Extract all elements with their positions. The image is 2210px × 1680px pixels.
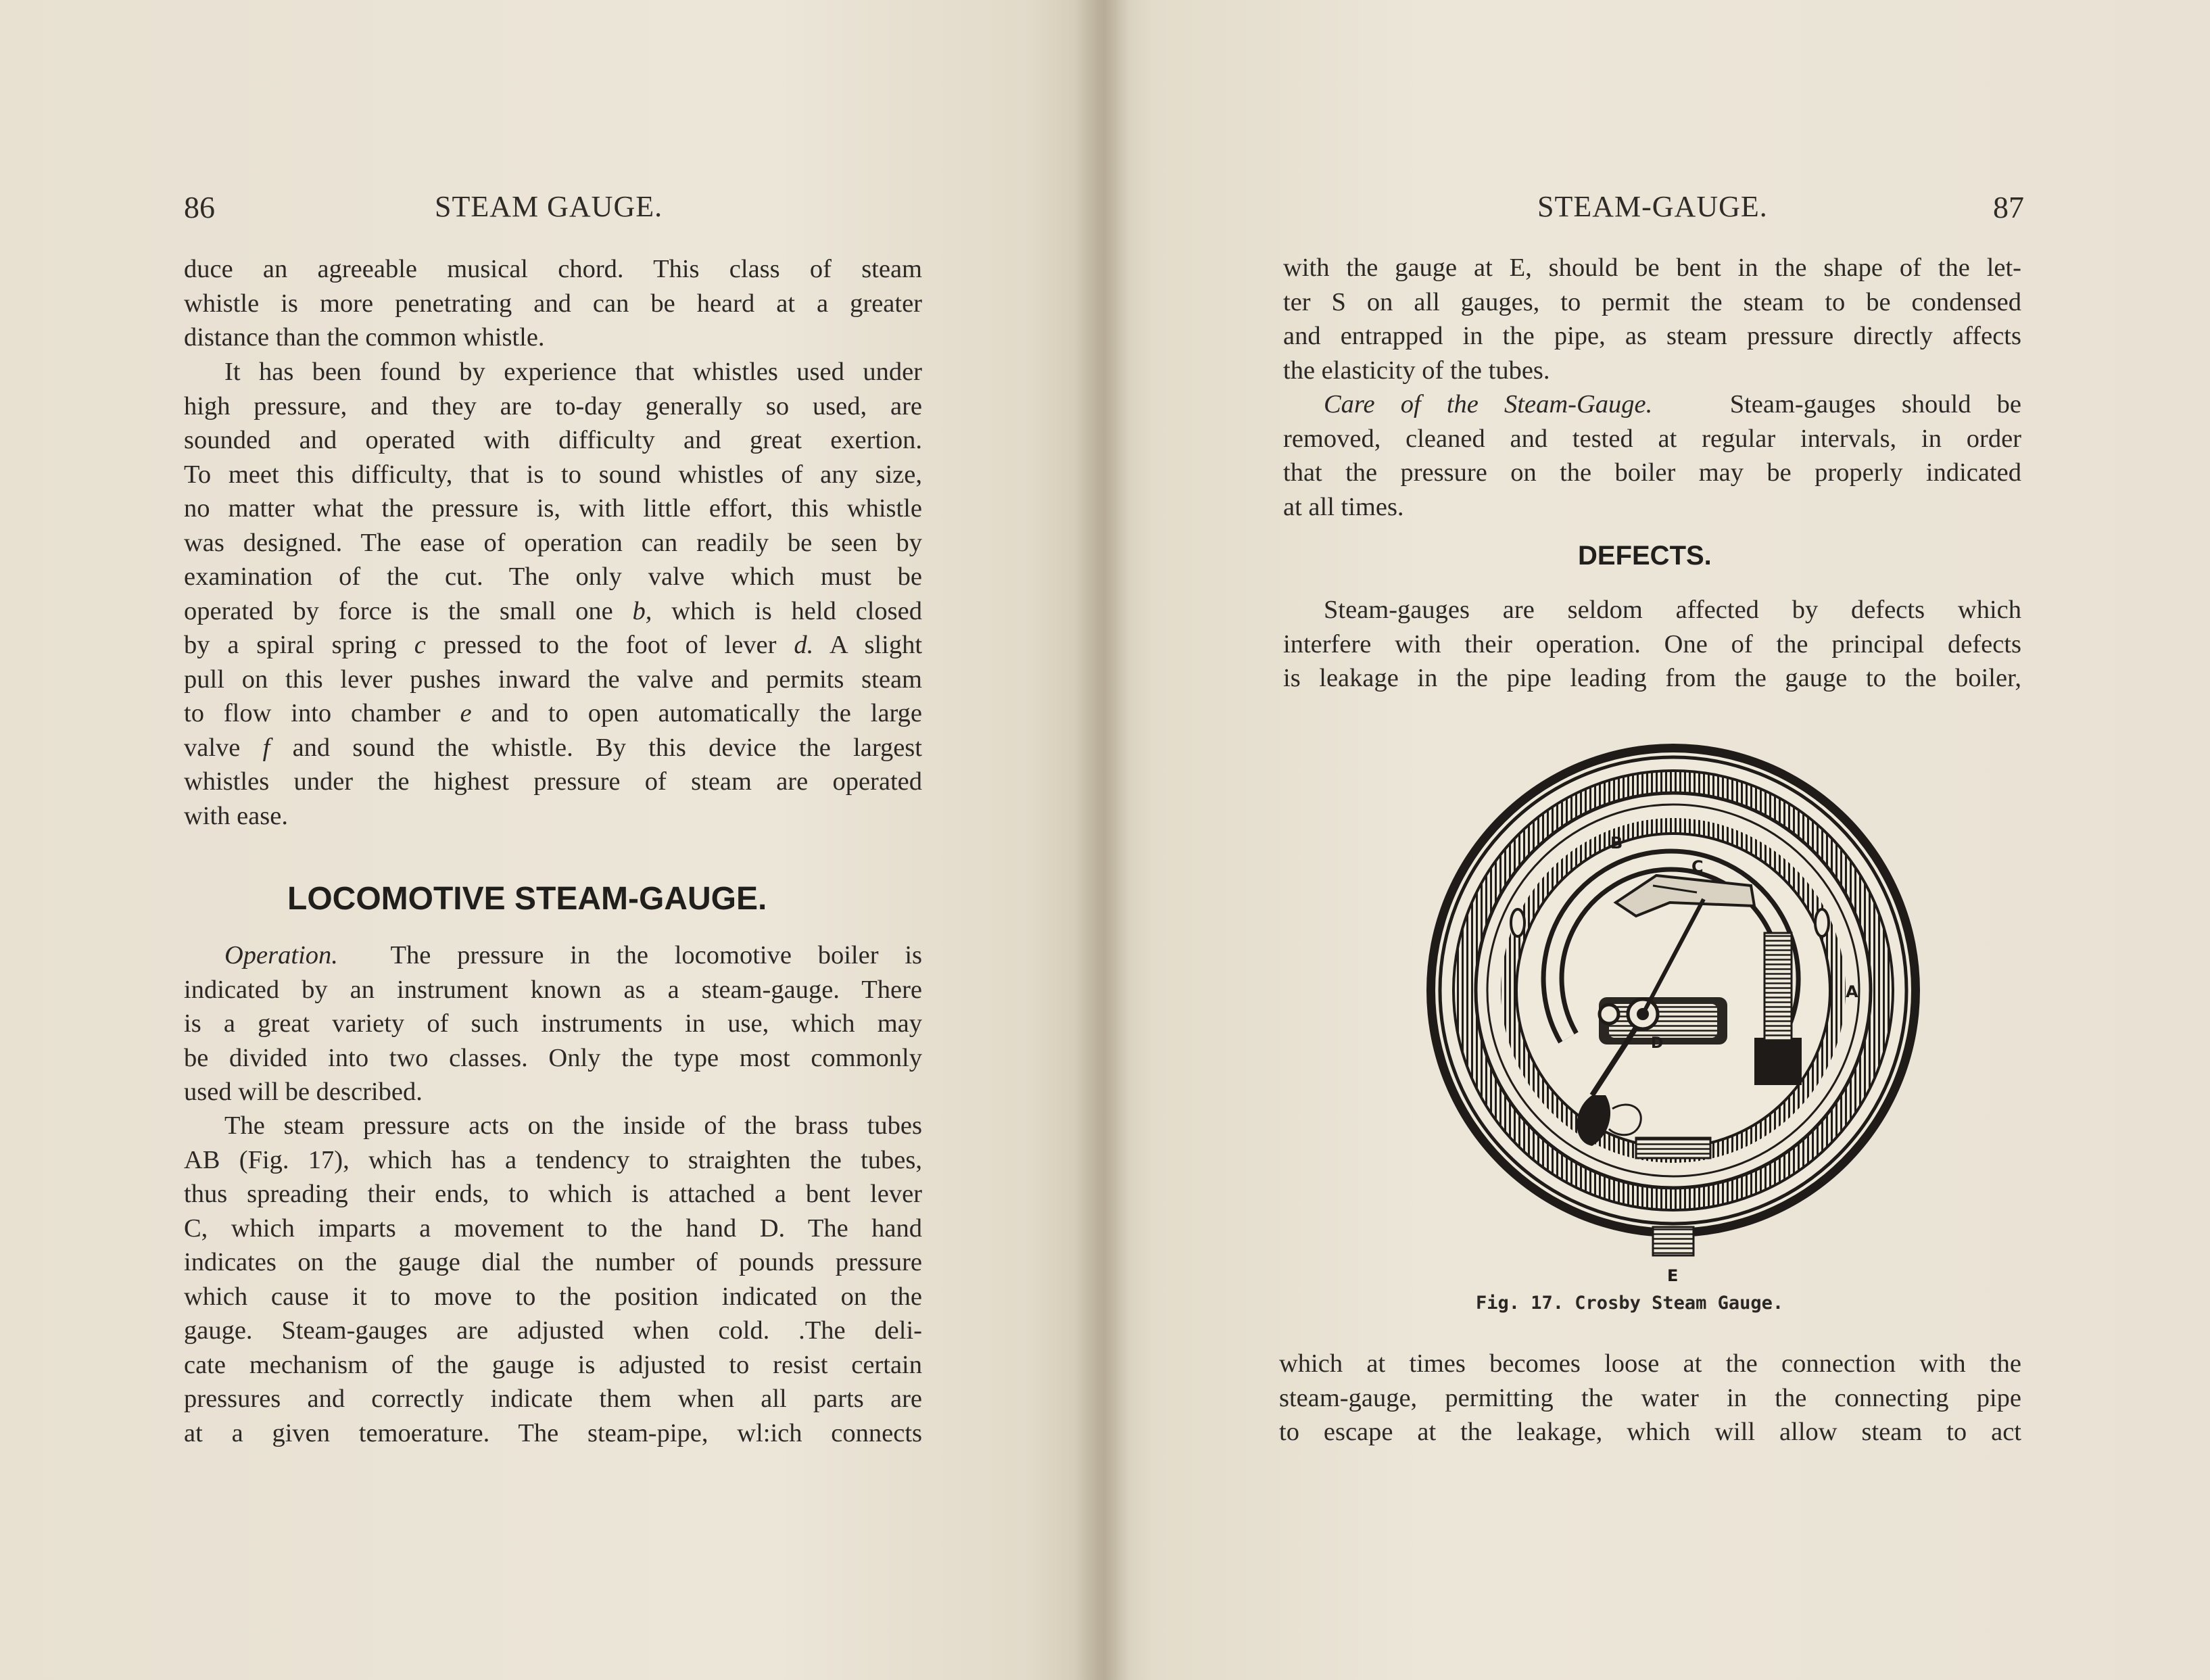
text-line: is leakage in the pipe leading from the gauge to the boiler, xyxy=(1283,664,2021,692)
section-heading-defects: DEFECTS. xyxy=(1578,541,1712,571)
text-line: at a given temoerature. The steam-pipe, wl:ich connects xyxy=(184,1418,922,1447)
section-heading-locomotive: LOCOMOTIVE STEAM-GAUGE. xyxy=(287,881,767,917)
figure-label-a: A xyxy=(1846,982,1858,1001)
left-para-4 xyxy=(184,1109,922,1450)
text-line: indicates on the gauge dial the number of pounds pressure xyxy=(184,1248,922,1276)
text-line: cate mechanism of the gauge is adjusted to resist certain xyxy=(184,1350,922,1379)
figure-label-d: D xyxy=(1651,1035,1664,1052)
text-line: be divided into two classes. Only the type most commonly xyxy=(184,1043,922,1072)
text-line: by a spiral spring c pressed to the foot of lever d. A slight xyxy=(184,631,923,659)
text-line: used will be described. xyxy=(184,1078,423,1106)
text-line: which cause it to move to the position indicated on the xyxy=(184,1282,922,1311)
text-line: and entrapped in the pipe, as steam pressure directly affects xyxy=(1283,322,2021,350)
text-line: It has been found by experience that whistles used under xyxy=(224,358,922,386)
text-line: To meet this difficulty, that is to sound whistles of any size, xyxy=(184,460,922,489)
text-line: Operation. The pressure in the locomotive boiler is xyxy=(224,941,922,969)
text-line: AB (Fig. 17), which has a tendency to straighten the tubes, xyxy=(184,1145,922,1174)
text-line: whistle is more penetrating and can be heard at a greater xyxy=(184,289,922,318)
left-para-3 xyxy=(184,938,922,1109)
text-line: pull on this lever pushes inward the valve and permits steam xyxy=(184,665,922,694)
right-para-2 xyxy=(1283,387,2021,524)
figure-label-b: B xyxy=(1610,834,1623,853)
figure-caption: Fig. 17. Crosby Steam Gauge. xyxy=(1476,1293,1784,1314)
steam-gauge-illustration xyxy=(1413,730,1940,1298)
right-page-number: 87 xyxy=(1993,190,2024,224)
text-line: that the pressure on the boiler may be properly indicated xyxy=(1283,458,2021,487)
text-line: examination of the cut. The only valve which must be xyxy=(184,562,922,591)
text-line: ter S on all gauges, to permit the steam to be condensed xyxy=(1283,287,2021,316)
text-line: removed, cleaned and tested at regular intervals, in order xyxy=(1283,424,2021,453)
text-line: The steam pressure acts on the inside of the brass tubes xyxy=(224,1111,922,1140)
text-line: Steam-gauges are seldom affected by defects which xyxy=(1324,596,2021,624)
text-line: duce an agreeable musical chord. This class of steam xyxy=(184,255,922,283)
text-line: at all times. xyxy=(1283,492,1404,521)
left-para-1 xyxy=(184,252,922,355)
text-line: is a great variety of such instruments in use, which may xyxy=(184,1009,922,1038)
left-running-head: STEAM GAUGE. xyxy=(435,190,663,223)
book-gutter xyxy=(1075,0,1129,1680)
text-line: the elasticity of the tubes. xyxy=(1283,356,1550,385)
text-line: steam-gauge, permitting the water in the connecting pipe xyxy=(1279,1383,2021,1412)
text-line: high pressure, and they are to-day generally so used, are xyxy=(184,391,922,421)
text-line: to escape at the leakage, which will allow steam to act xyxy=(1279,1418,2021,1446)
text-line: distance than the common whistle. xyxy=(184,323,545,352)
left-page-number: 86 xyxy=(184,190,215,224)
text-line: no matter what the pressure is, with little effort, this whistle xyxy=(184,494,922,523)
text-line: pressures and correctly indicate them when all parts are xyxy=(184,1385,922,1413)
text-line: valve f and sound the whistle. By this device the largest xyxy=(184,733,922,762)
right-para-3 xyxy=(1283,593,2021,696)
right-para-4 xyxy=(1279,1347,2021,1449)
figure-label-c: C xyxy=(1691,857,1704,876)
text-line: sounded and operated with difficulty and great exertion. xyxy=(184,426,922,454)
text-line: gauge. Steam-gauges are adjusted when cold. .The deli- xyxy=(184,1316,922,1345)
text-line: indicated by an instrument known as a steam-gauge. There xyxy=(184,975,922,1004)
text-line: to flow into chamber e and to open automatically the large xyxy=(184,699,923,727)
text-line: which at times becomes loose at the connection with the xyxy=(1279,1349,2021,1378)
text-line: was designed. The ease of operation can readily be seen by xyxy=(184,528,922,557)
text-line: Care of the Steam-Gauge. Steam-gauges should be xyxy=(1324,390,2022,418)
text-line: whistles under the highest pressure of steam are operated xyxy=(184,767,922,796)
figure-label-e: E xyxy=(1667,1266,1679,1285)
text-line: operated by force is the small one b, which is held closed xyxy=(184,596,923,625)
text-line: interfere with their operation. One of the principal defects xyxy=(1283,629,2021,658)
text-line: with ease. xyxy=(184,801,288,830)
text-line: C, which imparts a movement to the hand D. The hand xyxy=(184,1214,922,1243)
right-para-1 xyxy=(1283,251,2021,387)
right-running-head: STEAM-GAUGE. xyxy=(1537,190,1768,223)
text-line: with the gauge at E, should be bent in the shape of the let- xyxy=(1283,254,2021,282)
text-line: thus spreading their ends, to which is attached a bent lever xyxy=(184,1180,922,1208)
left-para-2 xyxy=(184,355,922,833)
